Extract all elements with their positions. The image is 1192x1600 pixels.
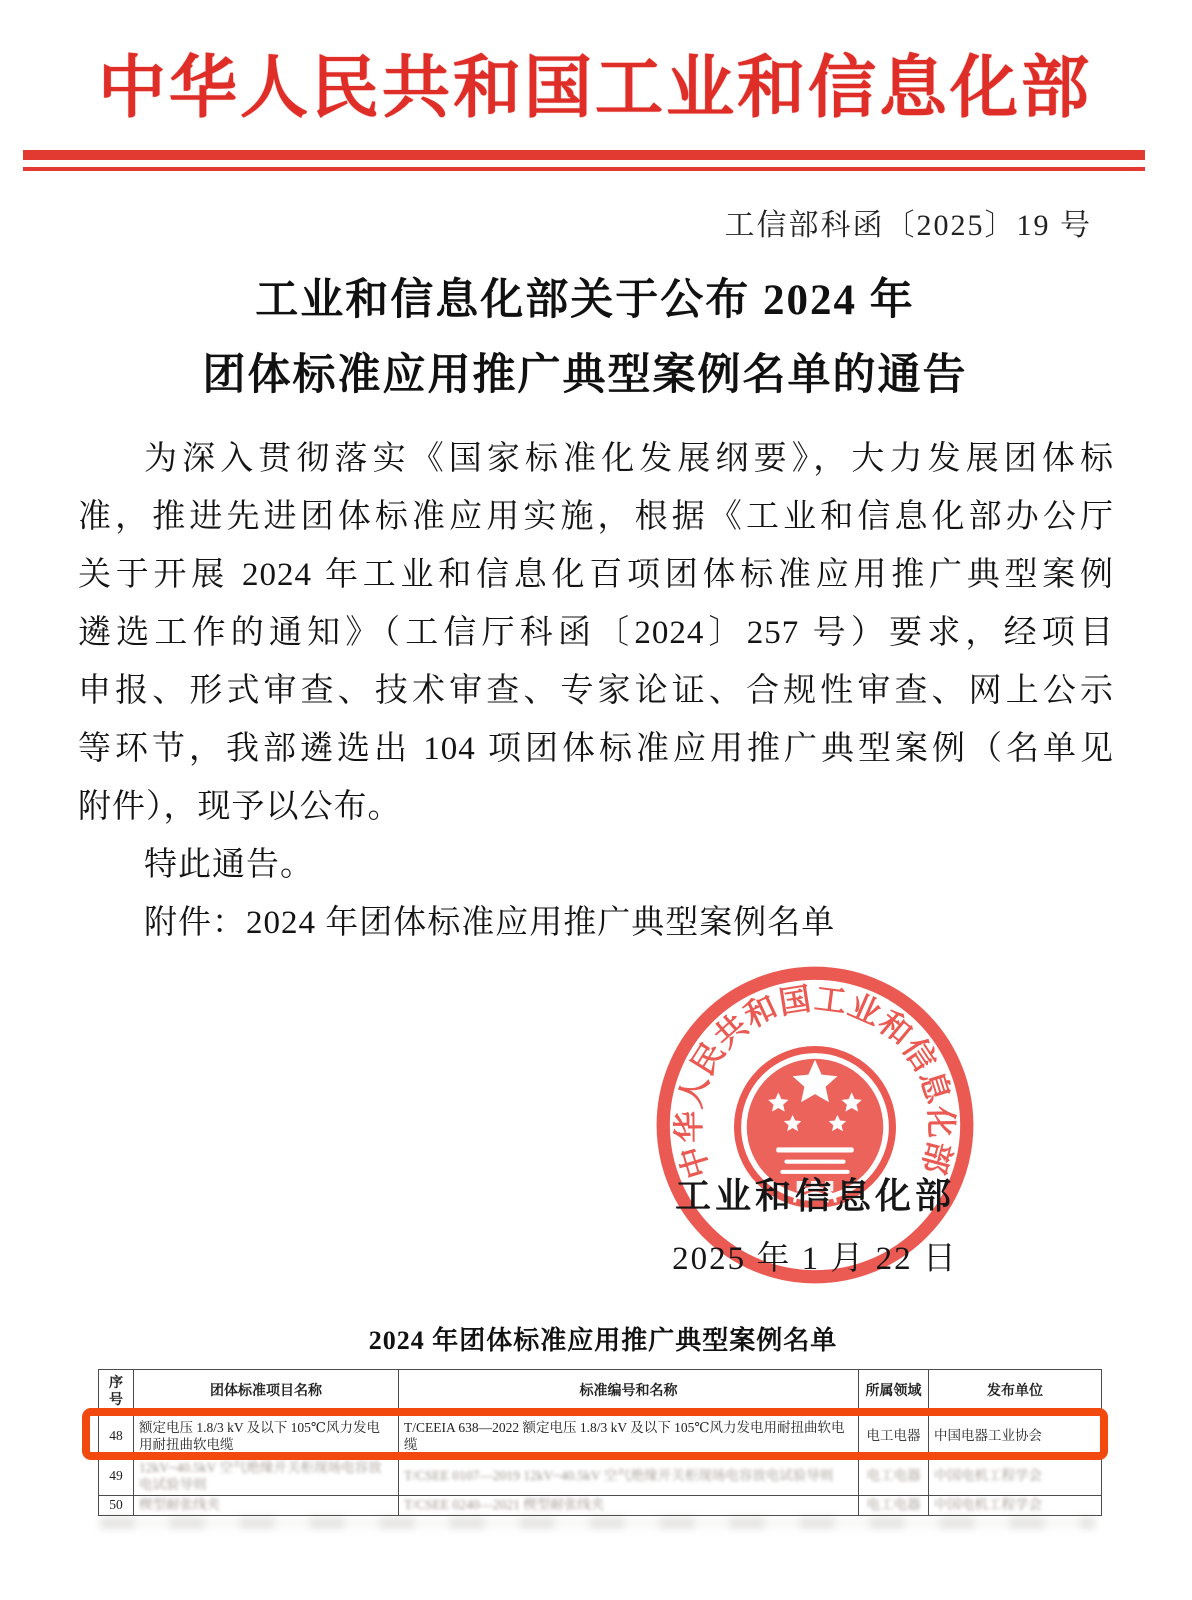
body-line: 准，推进先进团体标准应用实施，根据《工业和信息化部办公厅 xyxy=(78,499,1114,535)
letterhead-rule-thick xyxy=(23,150,1145,160)
row-50-project: 楔型耐张线夹 xyxy=(134,1495,399,1515)
body-line: 为深入贯彻落实《国家标准化发展纲要》，大力发展团体标 xyxy=(144,441,1114,477)
row-48-org: 中国电器工业协会 xyxy=(929,1415,1102,1459)
row-48-project: 额定电压 1.8/3 kV 及以下 105℃风力发电用耐扭曲软电缆 xyxy=(134,1415,399,1459)
row-49-no: 49 xyxy=(99,1459,134,1496)
issue-date: 2025 年 1 月 22 日 xyxy=(672,1241,958,1277)
row-50-field: 电工电器 xyxy=(859,1495,929,1515)
header-field: 所属领域 xyxy=(859,1370,929,1415)
case-list-table xyxy=(98,1369,1102,1516)
ministry-letterhead: 中华人民共和国工业和信息化部 xyxy=(97,50,1092,126)
row-48-standard: T/CEEIA 638—2022 额定电压 1.8/3 kV 及以下 105℃风力发电用耐扭曲软电缆 xyxy=(399,1415,859,1459)
row-48-no: 48 xyxy=(99,1415,134,1459)
row-49-project: 12kV~40.5kV 空气绝缘开关柜现场电容放电试验导则 xyxy=(134,1459,399,1496)
table-row-50 xyxy=(99,1495,1102,1515)
body-line: 遴选工作的通知》（工信厅科函〔2024〕257 号）要求，经项目 xyxy=(78,615,1114,651)
attachment-note: 附件：2024 年团体标准应用推广典型案例名单 xyxy=(144,905,836,941)
row-50-standard: T/CSEE 0240—2021 楔型耐张线夹 xyxy=(399,1495,859,1515)
body-line: 等环节，我部遴选出 104 项团体标准应用推广典型案例（名单见 xyxy=(78,731,1114,767)
body-line: 申报、形式审查、技术审查、专家论证、合规性审查、网上公示 xyxy=(78,673,1114,709)
closing-line: 特此通告。 xyxy=(144,847,314,883)
body-line: 附件），现予以公布。 xyxy=(78,789,402,825)
header-no: 序号 xyxy=(99,1370,134,1415)
header-project: 团体标准项目名称 xyxy=(134,1370,399,1415)
table-header-row xyxy=(99,1370,1102,1415)
document-number: 工信部科函〔2025〕19 号 xyxy=(724,209,1092,242)
header-org: 发布单位 xyxy=(929,1370,1102,1415)
notice-title-line2: 团体标准应用推广典型案例名单的通告 xyxy=(202,352,968,399)
issuing-authority: 工业和信息化部 xyxy=(674,1176,955,1216)
row-50-org: 中国电机工程学会 xyxy=(929,1495,1102,1515)
row-49-field: 电工电器 xyxy=(859,1459,929,1496)
seal-ring-text: 中华人民共和国工业和信息化部 xyxy=(671,980,959,1183)
row-49-org: 中国电机工程学会 xyxy=(929,1459,1102,1496)
row-49-standard: T/CSEE 0107—2019 12kV~40.5kV 空气绝缘开关柜现场电容放电试验导则 xyxy=(399,1459,859,1496)
table-row-49 xyxy=(99,1459,1102,1496)
table-row-48 xyxy=(99,1415,1102,1459)
row-48-field: 电工电器 xyxy=(859,1415,929,1459)
letterhead-rule-thin xyxy=(23,167,1145,171)
scan-smudge-artifact xyxy=(100,1517,1095,1529)
attachment-table-title: 2024 年团体标准应用推广典型案例名单 xyxy=(368,1326,838,1355)
body-line: 关于开展 2024 年工业和信息化百项团体标准应用推广典型案例 xyxy=(78,557,1114,593)
notice-body xyxy=(78,430,1114,952)
header-standard: 标准编号和名称 xyxy=(399,1370,859,1415)
notice-title-line1: 工业和信息化部关于公布 2024 年 xyxy=(255,277,915,324)
row-50-no: 50 xyxy=(99,1495,134,1515)
